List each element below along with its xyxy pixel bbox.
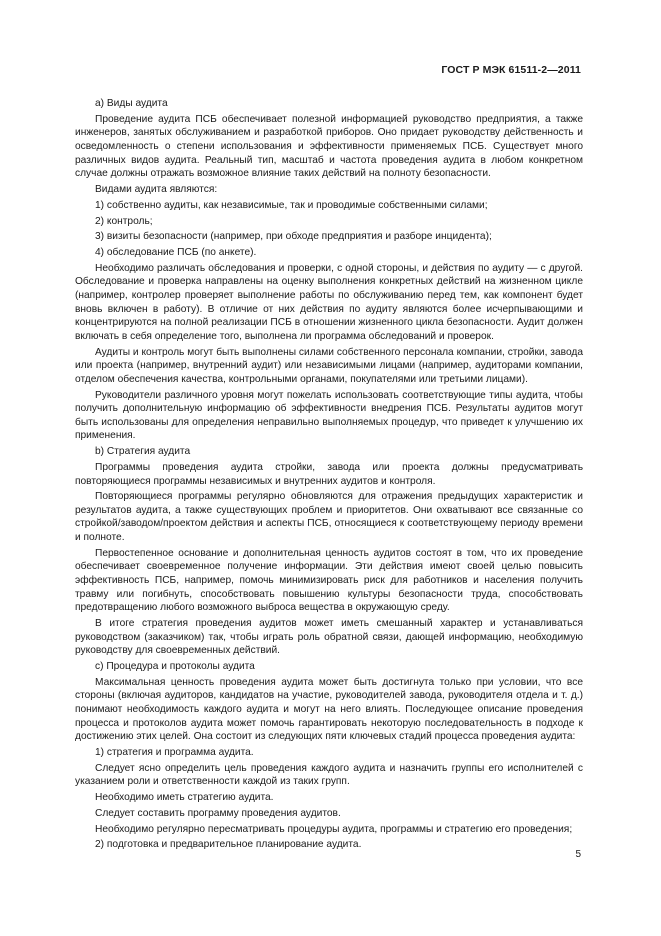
list-item: 4) обследование ПСБ (по анкете). [95,247,257,259]
paragraph: Следует составить программу проведения аудитов. [95,807,341,819]
page-number: 5 [575,849,581,860]
list-item: 2) контроль; [95,215,153,227]
section-heading-c: c) Процедура и протоколы аудита [95,660,255,672]
list-item: 3) визиты безопасности (например, при обходе предприятия и разборе инцидента); [95,231,492,243]
paragraph: Необходимо регулярно пересматривать процедуры аудита, программы и стратегию его проведения; [95,823,573,835]
paragraph: Следует ясно определить цель проведения каждого аудита и назначить группы его исполнителей с указанием роли и ответственности каждой из таких групп. [75,762,583,788]
document-body [75,97,583,854]
list-item: 2) подготовка и предварительное планирование аудита. [95,839,362,851]
document-header: ГОСТ Р МЭК 61511-2—2011 [441,64,581,76]
paragraph: Максимальная ценность проведения аудита может быть достигнута только при условии, что все стороны (включая аудиторов, кандидатов на участие, руководителей завода, руководителя отдела и т. д.) понимают необходимость каждого аудита и могут на него влиять. Последующее описание проведения процесса и протоколов аудита может помочь гарантировать некоторую последовательность в подходе к достижению этих целей. Она состоит из следующих пяти ключевых стадий процесса проведения аудита: [75,676,583,743]
paragraph: Первостепенное основание и дополнительная ценность аудитов состоят в том, что их проведение обеспечивает своевременное получение информации. Эти действия имеют своей целью повысить эффективность ПСБ, например, помочь минимизировать риск для работников и населения получить травму или погибнуть, способствовать повышению культуры безопасности труда, способствовать предотвращению любого возможного выброса вещества в окружающую среду. [75,547,583,614]
paragraph: Повторяющиеся программы регулярно обновляются для отражения предыдущих характеристик и результатов аудита, а также существующих проблем и приоритетов. Они охватывают все связанные со стройкой/заводом/проектом действия и аспекты ПСБ, относящиеся к соответствующему периоду времени и полноте. [75,491,583,544]
paragraph: Проведение аудита ПСБ обеспечивает полезной информацией руководство предприятия, а также инженеров, занятых обслуживанием и разработкой приборов. Оно придает руководству действенность и осведомленность о степени использования и эффективности применяемых ПСБ. Существует много различных видов аудита. Реальный тип, масштаб и частота проведения аудита в любом конкретном случае должны отражать возможное влияние таких действий на полноту безопасности. [75,113,583,180]
paragraph: Необходимо иметь стратегию аудита. [95,792,274,804]
paragraph: В итоге стратегия проведения аудитов может иметь смешанный характер и устанавливаться руководством (заказчиком) так, чтобы играть роль обратной связи, дающей информацию, необходимую руководству для своевременных действий. [75,618,583,657]
list-item: 1) стратегия и программа аудита. [95,746,254,758]
section-heading-a: а) Виды аудита [95,98,168,109]
paragraph: Необходимо различать обследования и проверки, с одной стороны, и действия по аудиту — с другой. Обследование и проверка направлены на оценку выполнения конкретных действий на жизненном цикле (например, контролер проверяет выполнение работы по обслуживанию перед тем, как компонент будет вновь включен в работу). В отличие от них действия по аудиту являются более исчерпывающими и концентрируются на полной реализации ПСБ в отношении жизненного цикла безопасности. Аудит должен включать в себя определение того, выполнена ли программа обследований и проверок. [75,262,583,342]
paragraph: Руководители различного уровня могут пожелать использовать соответствующие типы аудита, чтобы получить дополнительную информацию об эффективности внедрения ПСБ. Результаты аудитов могут быть использованы для определения неправильно выполняемых процедур, что приведет к улучшению их применения. [75,389,583,442]
list-item: 1) собственно аудиты, как независимые, так и проводимые собственными силами; [95,199,488,211]
paragraph: Видами аудита являются: [95,183,218,195]
section-heading-b: b) Стратегия аудита [95,446,191,458]
paragraph: Аудиты и контроль могут быть выполнены силами собственного персонала компании, стройки, завода или проекта (например, внутренний аудит) или независимыми лицами (например, аудиторами компании, отделом обеспечения качества, контрольными органами, покупателями или третьими лицами). [75,346,583,385]
paragraph: Программы проведения аудита стройки, завода или проекта должны предусматривать повторяющиеся программы независимых и внутренних аудитов и контроля. [75,461,583,487]
